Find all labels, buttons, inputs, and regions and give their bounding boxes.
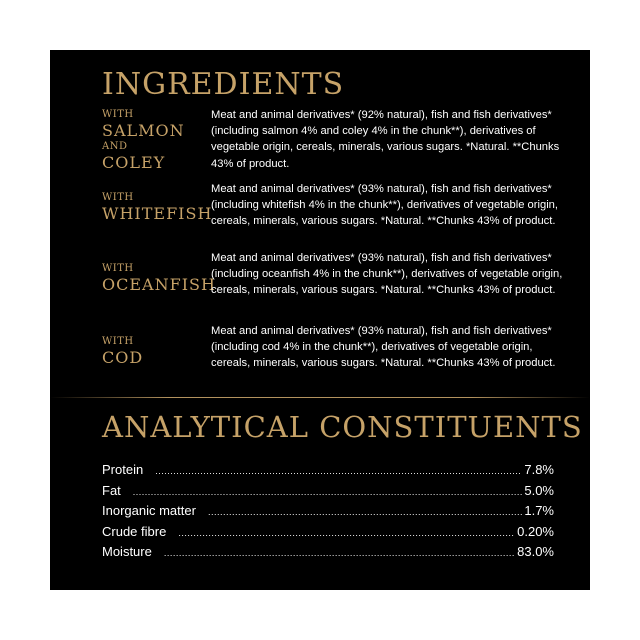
constituent-value: 5.0% bbox=[524, 482, 554, 498]
variety-label-cod bbox=[102, 335, 212, 367]
dot-leader bbox=[208, 502, 522, 523]
constituent-row-inorganic-matter bbox=[102, 501, 554, 522]
variety-label-line: COLEY bbox=[102, 153, 166, 172]
variety-description-salmon-coley: Meat and animal derivatives* (92% natural), fish and fish derivatives* (including salmon 4% and coley 4% in the chunk**), derivatives of vegetable origin, cereals, minerals, various sugars. *Natural. **Chunks 43% of product. bbox=[211, 109, 560, 170]
constituent-row-moisture bbox=[102, 542, 554, 563]
variety-label-line: WITH bbox=[102, 263, 134, 274]
analytical-heading: ANALYTICAL CONSTITUENTS bbox=[102, 410, 583, 444]
variety-label-line: COD bbox=[102, 348, 144, 367]
constituent-value: 7.8% bbox=[524, 462, 554, 477]
constituent-value: 1.7% bbox=[524, 503, 554, 518]
variety-label-oceanfish bbox=[102, 262, 216, 294]
variety-label-line: WHITEFISH bbox=[102, 204, 213, 223]
constituent-name: Inorganic matter bbox=[102, 503, 196, 518]
ingredients-heading: INGREDIENTS bbox=[102, 67, 345, 102]
constituent-name: Fat bbox=[102, 482, 121, 498]
constituent-value: 0.20% bbox=[517, 523, 554, 539]
constituent-row-protein bbox=[102, 460, 554, 481]
variety-label-line: WITH bbox=[102, 192, 134, 203]
variety-label-line: OCEANFISH bbox=[102, 275, 216, 294]
variety-description-whitefish: Meat and animal derivatives* (93% natural), fish and fish derivatives* (including whitefish 4% in the chunk**), derivatives of vegetable origin, cereals, minerals, various sugars. *Natural. **Chunks 43% of product. bbox=[211, 183, 559, 228]
constituent-name: Moisture bbox=[102, 544, 152, 559]
constituent-row-crude-fibre bbox=[102, 522, 554, 543]
dot-leader bbox=[155, 461, 522, 482]
constituent-name: Crude fibre bbox=[102, 523, 167, 539]
variety-label-salmon-coley bbox=[102, 108, 212, 172]
constituent-row-fat bbox=[102, 481, 554, 502]
dot-leader bbox=[164, 543, 515, 564]
constituents-list bbox=[102, 460, 554, 563]
variety-label-line: WITH bbox=[102, 336, 134, 347]
constituent-name: Protein bbox=[102, 462, 144, 477]
variety-label-whitefish bbox=[102, 191, 212, 223]
constituent-value: 83.0% bbox=[517, 544, 554, 559]
dot-leader bbox=[133, 482, 523, 503]
variety-description-cod: Meat and animal derivatives* (93% natural), fish and fish derivatives* (including cod 4% in the chunk**), derivatives of vegetable origin, cereals, minerals, various sugars. *Natural. **Chunks 43% of product. bbox=[211, 325, 556, 370]
info-panel bbox=[50, 50, 590, 590]
dot-leader bbox=[178, 523, 515, 544]
variety-description-oceanfish: Meat and animal derivatives* (93% natural), fish and fish derivatives* (including oceanfish 4% in the chunk**), derivatives of vegetable origin, cereals, minerals, various sugars. *Natural. **Chunks 43% of product. bbox=[211, 252, 563, 297]
variety-label-line: WITH bbox=[102, 109, 134, 120]
variety-label-line: AND bbox=[102, 141, 128, 152]
variety-label-line: SALMON bbox=[102, 121, 185, 140]
section-divider bbox=[50, 397, 590, 398]
